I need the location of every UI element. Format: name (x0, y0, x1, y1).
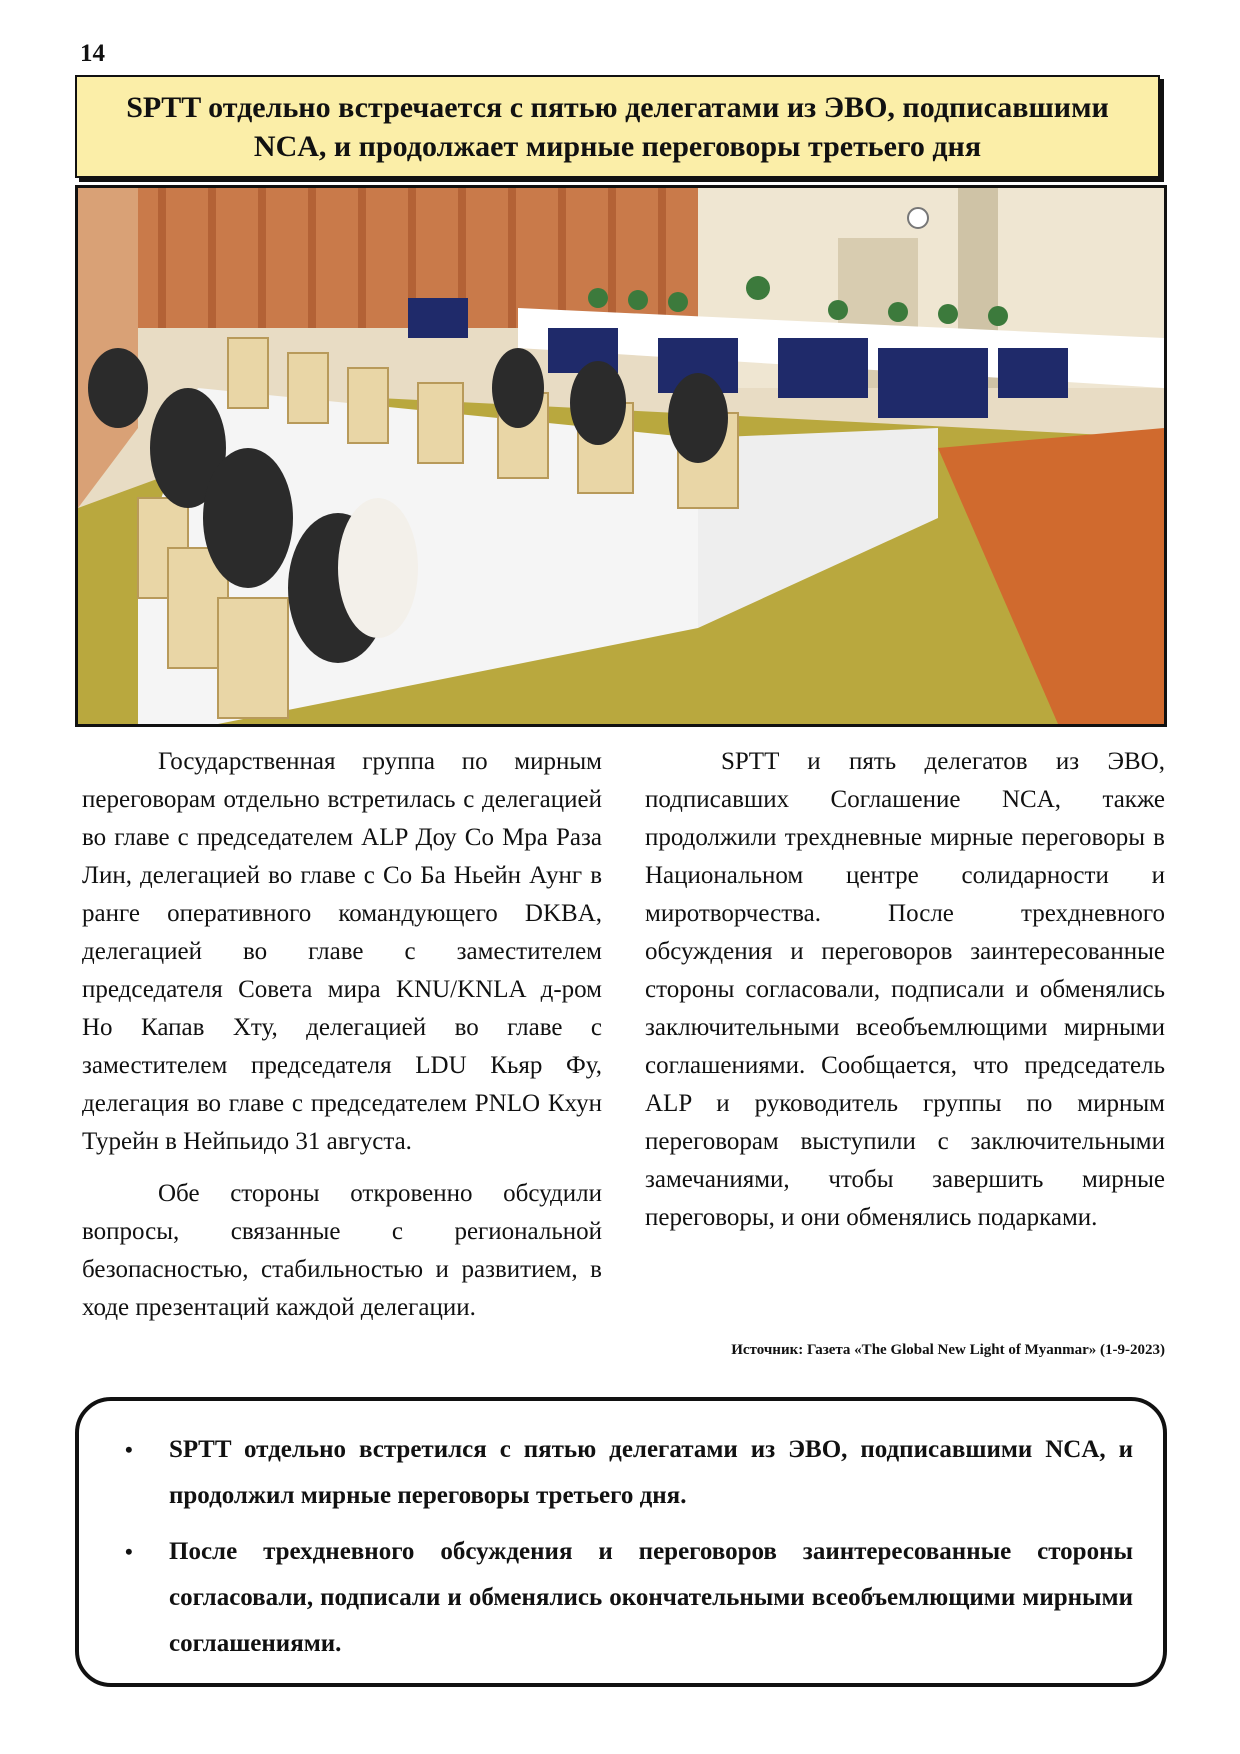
source-credit: Источник: Газета «The Global New Light of Myanmar» (1-9-2023) (731, 1342, 1165, 1358)
headline-box (75, 75, 1160, 178)
summary-list (121, 1427, 1133, 1667)
summary-box (75, 1397, 1167, 1687)
headline-line-2: NCA, и продолжает мирные переговоры третьего дня (253, 129, 982, 163)
headline (126, 88, 1109, 166)
meeting-photo (75, 185, 1167, 727)
article-paragraph: Государственная группа по мирным переговорам отдельно встретилась с делегацией во главе с председателем ALP Доу Со Мра Раза Лин, делегацией во главе с Со Ба Ньейн Аунг в ранге оперативного командующего DKBA, делегацией во главе с заместителем председателя Совета мира KNU/KNLA д-ром Но Капав Хту, делегацией во главе с заместителем председателя LDU Кьяр Фу, делегация во главе с председателем PNLO Кхун Турейн в Нейпьидо 31 августа. (82, 748, 602, 1155)
summary-item (125, 1529, 1133, 1667)
page-number: 14 (80, 40, 105, 67)
article-left-column (82, 743, 602, 1341)
headline-line-1: SPTT отдельно встречается с пятью делегатами из ЭВО, подписавшими (126, 90, 1109, 124)
summary-item-text: После трехдневного обсуждения и переговоров заинтересованные стороны согласовали, подписали и обменялись окончательными всеобъемлющими мирными соглашениями. (169, 1538, 1133, 1657)
article-paragraph: SPTT и пять делегатов из ЭВО, подписавших Соглашение NCA, также продолжили трехдневные мирные переговоры в Национальном центре солидарности и миротворчества. После трехдневного обсуждения и переговоров заинтересованные стороны согласовали, подписали и обменялись заключительными всеобъемлющими мирными соглашениями. Сообщается, что председатель ALP и руководитель группы по мирным переговорам выступили с заключительными замечаниями, чтобы завершить мирные переговоры, и они обменялись подарками. (645, 748, 1165, 1231)
article-paragraph: Обе стороны откровенно обсудили вопросы, связанные с региональной безопасностью, стабильностью и развитием, в ходе презентаций каждой делегации. (82, 1180, 602, 1321)
meeting-photo-illustration (78, 188, 1164, 724)
article-right-column (645, 743, 1165, 1251)
summary-item-text: SPTT отдельно встретился с пятью делегатами из ЭВО, подписавшими NCA, и продолжил мирные переговоры третьего дня. (169, 1436, 1133, 1509)
summary-item (125, 1427, 1133, 1519)
bullet-icon: • (125, 1539, 133, 1564)
bullet-icon: • (125, 1437, 133, 1462)
